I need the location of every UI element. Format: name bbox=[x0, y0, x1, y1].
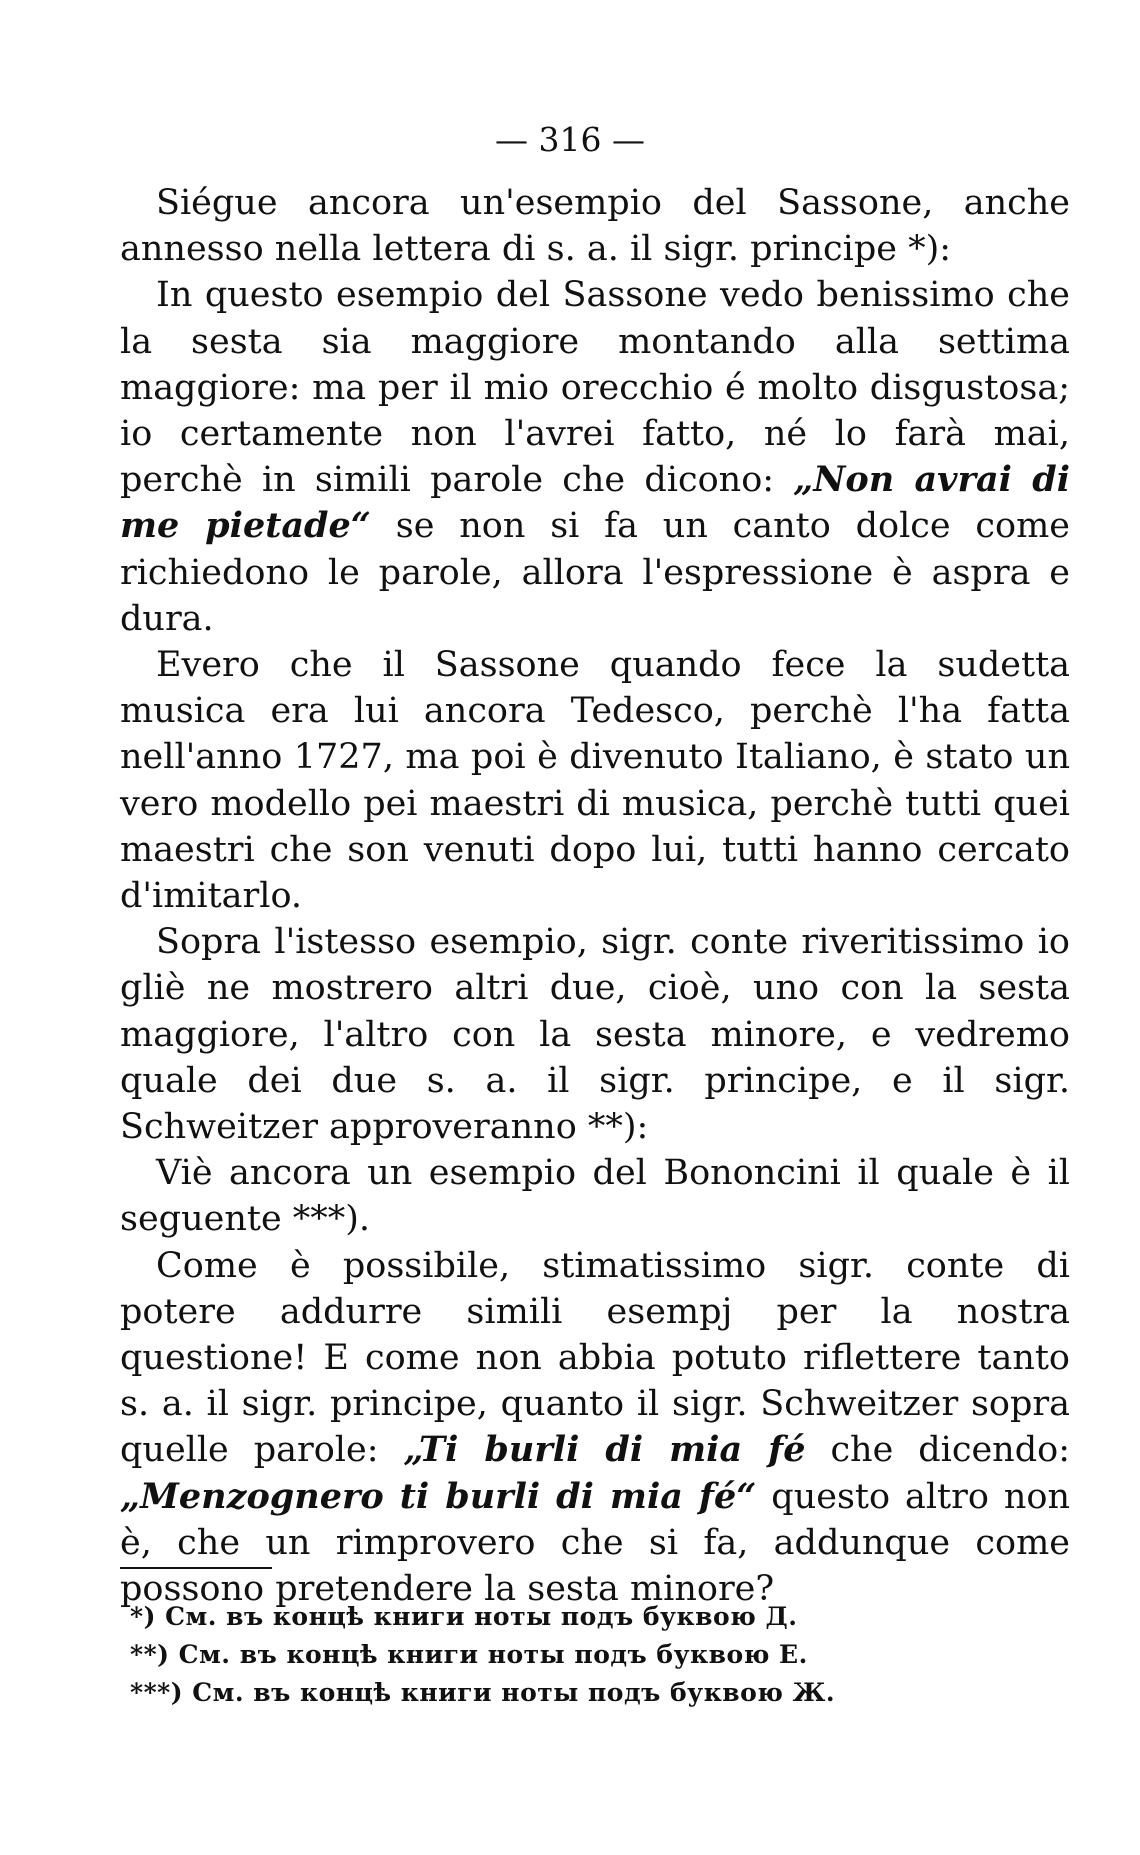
paragraph-2-text-b: se non si fa un canto dolce come richiedono le parole, allora l'espressione è aspra e dura. bbox=[120, 506, 1070, 639]
paragraph-5: Viè ancora un esempio del Bononcini il quale è il seguente ***). bbox=[120, 1153, 1070, 1240]
quote-non-avrai: „Non avrai di me pietade“ bbox=[120, 459, 1070, 547]
paragraph-2-text-a: In questo esempio del Sassone vedo benissimo che la sesta sia maggiore montando alla settima maggiore: ma per il mio orecchio é molto disgustosa; io certamente non l'avrei fatto, né lo farà mai, perchè in simili parole che dicono: bbox=[120, 275, 1070, 501]
page-number: — 316 — bbox=[495, 120, 645, 159]
paragraph-1: Siégue ancora un'esempio del Sassone, anche annesso nella lettera di s. a. il sigr. principe *): bbox=[120, 183, 1070, 270]
footnote-divider bbox=[120, 1567, 272, 1569]
paragraph-3: Evero che il Sassone quando fece la sudetta musica era lui ancora Tedesco, perchè l'ha fatta nell'anno 1727, ma poi è divenuto Italiano, è stato un vero modello pei maestri di musica, perchè tutti quei maestri che son venuti dopo lui, tutti hanno cercato d'imitarlo. bbox=[120, 645, 1070, 917]
quote-menzognero: „Menzognero ti burli di mia fé“ bbox=[120, 1475, 757, 1517]
footnote-1: *) См. въ концѣ книги ноты подъ буквою Д. bbox=[130, 1602, 798, 1631]
paragraph-6-text-c: questo altro non è, che un rimprovero che si fa, addunque come possono pretendere la sesta minore? bbox=[120, 1476, 1070, 1610]
paragraph-2 bbox=[120, 272, 1070, 642]
footnote-3: ***) См. въ концѣ книги ноты подъ буквою Ж. bbox=[130, 1678, 836, 1707]
main-text bbox=[120, 180, 1070, 1612]
footnotes bbox=[130, 1598, 835, 1712]
quote-ti-burli: „Ti burli di mia fé bbox=[403, 1429, 806, 1471]
paragraph-6-text-b: che dicendo: bbox=[805, 1430, 1070, 1471]
paragraph-6-text-a: Come è possibile, stimatissimo sigr. conte di potere addurre simili esempj per la nostra questione! E come non abbia potuto riflettere tanto s. a. il sigr. principe, quanto il sigr. Schweitzer sopra quelle parole: bbox=[120, 1245, 1070, 1471]
paragraph-4: Sopra l'istesso esempio, sigr. conte riveritissimo io gliè ne mostrero altri due, cioè, uno con la sesta maggiore, l'altro con la sesta minore, e vedremo quale dei due s. a. il sigr. principe, e il sigr. Schweitzer approveranno **): bbox=[120, 922, 1070, 1148]
paragraph-6 bbox=[120, 1243, 1070, 1613]
footnote-2: **) См. въ концѣ книги ноты подъ буквою Е. bbox=[130, 1640, 808, 1669]
